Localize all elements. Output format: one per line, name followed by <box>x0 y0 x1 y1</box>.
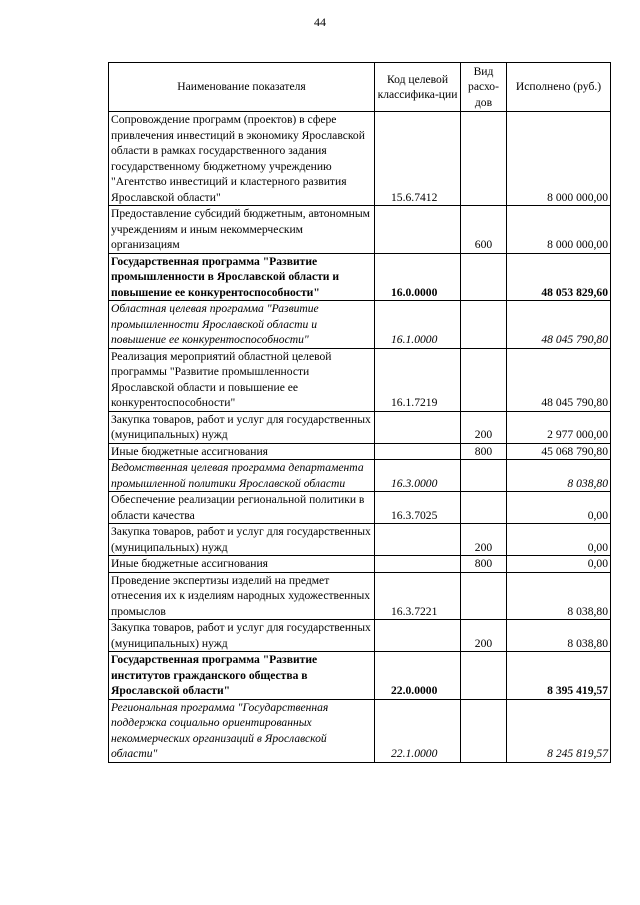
cell-code: 15.6.7412 <box>375 112 461 206</box>
cell-sum: 0,00 <box>507 524 611 556</box>
cell-kind: 200 <box>461 411 507 443</box>
cell-sum: 45 068 790,80 <box>507 443 611 460</box>
cell-sum: 0,00 <box>507 492 611 524</box>
cell-sum: 8 395 419,57 <box>507 652 611 700</box>
table-row <box>109 443 611 460</box>
header-sum: Исполнено (руб.) <box>507 63 611 112</box>
table-row <box>109 492 611 524</box>
cell-code: 16.1.0000 <box>375 301 461 349</box>
table-row <box>109 348 611 411</box>
cell-kind <box>461 699 507 762</box>
cell-name: Сопровождение программ (проектов) в сфере привлечения инвестиций в экономику Ярославской области в рамках государственного задания государственному бюджетному учреждению "Агентство инвестиций и кластерного развития Ярославской области" <box>109 112 375 206</box>
cell-sum: 2 977 000,00 <box>507 411 611 443</box>
table-row <box>109 301 611 349</box>
cell-sum: 8 038,80 <box>507 460 611 492</box>
cell-code: 16.3.0000 <box>375 460 461 492</box>
table-row <box>109 112 611 206</box>
table-row <box>109 652 611 700</box>
cell-code: 22.0.0000 <box>375 652 461 700</box>
table-body <box>109 112 611 763</box>
cell-kind <box>461 460 507 492</box>
cell-name: Ведомственная целевая программа департамента промышленной политики Ярославской области <box>109 460 375 492</box>
table-row <box>109 556 611 573</box>
header-name: Наименование показателя <box>109 63 375 112</box>
cell-sum: 8 000 000,00 <box>507 206 611 254</box>
header-kind: Вид расхо-дов <box>461 63 507 112</box>
cell-code <box>375 524 461 556</box>
cell-name: Обеспечение реализации региональной политики в области качества <box>109 492 375 524</box>
cell-kind: 200 <box>461 524 507 556</box>
cell-code <box>375 411 461 443</box>
table-row <box>109 206 611 254</box>
cell-kind <box>461 253 507 301</box>
table-header-row <box>109 63 611 112</box>
cell-code: 16.3.7221 <box>375 572 461 620</box>
table-row <box>109 699 611 762</box>
expenditure-table <box>108 62 611 763</box>
table-row <box>109 620 611 652</box>
cell-code: 16.3.7025 <box>375 492 461 524</box>
cell-code <box>375 556 461 573</box>
cell-kind <box>461 112 507 206</box>
cell-code: 22.1.0000 <box>375 699 461 762</box>
cell-sum: 48 053 829,60 <box>507 253 611 301</box>
cell-kind: 600 <box>461 206 507 254</box>
cell-name: Реализация мероприятий областной целевой программы "Развитие промышленности Ярославской области и повышение ее конкурентоспособности" <box>109 348 375 411</box>
table-row <box>109 572 611 620</box>
cell-name: Закупка товаров, работ и услуг для государственных (муниципальных) нужд <box>109 524 375 556</box>
cell-name: Предоставление субсидий бюджетным, автономным учреждениям и иным некоммерческим организациям <box>109 206 375 254</box>
page-number: 44 <box>314 15 326 29</box>
cell-code: 16.0.0000 <box>375 253 461 301</box>
cell-kind <box>461 492 507 524</box>
cell-kind <box>461 301 507 349</box>
cell-name: Иные бюджетные ассигнования <box>109 556 375 573</box>
cell-sum: 48 045 790,80 <box>507 301 611 349</box>
cell-name: Областная целевая программа "Развитие промышленности Ярославской области и повышение ее конкурентоспособности" <box>109 301 375 349</box>
cell-name: Иные бюджетные ассигнования <box>109 443 375 460</box>
cell-sum: 0,00 <box>507 556 611 573</box>
cell-name: Государственная программа "Развитие промышленности в Ярославской области и повышение ее конкурентоспособности" <box>109 253 375 301</box>
cell-sum: 8 038,80 <box>507 620 611 652</box>
cell-kind <box>461 572 507 620</box>
cell-name: Закупка товаров, работ и услуг для государственных (муниципальных) нужд <box>109 620 375 652</box>
cell-kind: 200 <box>461 620 507 652</box>
cell-kind: 800 <box>461 556 507 573</box>
table-row <box>109 253 611 301</box>
cell-name: Региональная программа "Государственная поддержка социально ориентированных некоммерческих организаций в Ярославской области" <box>109 699 375 762</box>
table-row <box>109 460 611 492</box>
cell-code <box>375 206 461 254</box>
cell-code <box>375 443 461 460</box>
cell-sum: 8 000 000,00 <box>507 112 611 206</box>
cell-name: Проведение экспертизы изделий на предмет отнесения их к изделиям народных художественных промыслов <box>109 572 375 620</box>
cell-name: Государственная программа "Развитие институтов гражданского общества в Ярославской области" <box>109 652 375 700</box>
cell-name: Закупка товаров, работ и услуг для государственных (муниципальных) нужд <box>109 411 375 443</box>
cell-code: 16.1.7219 <box>375 348 461 411</box>
table-row <box>109 411 611 443</box>
table-row <box>109 524 611 556</box>
cell-code <box>375 620 461 652</box>
cell-kind <box>461 348 507 411</box>
cell-sum: 8 038,80 <box>507 572 611 620</box>
cell-sum: 48 045 790,80 <box>507 348 611 411</box>
cell-kind <box>461 652 507 700</box>
cell-sum: 8 245 819,57 <box>507 699 611 762</box>
cell-kind: 800 <box>461 443 507 460</box>
header-code: Код целевой классифика-ции <box>375 63 461 112</box>
